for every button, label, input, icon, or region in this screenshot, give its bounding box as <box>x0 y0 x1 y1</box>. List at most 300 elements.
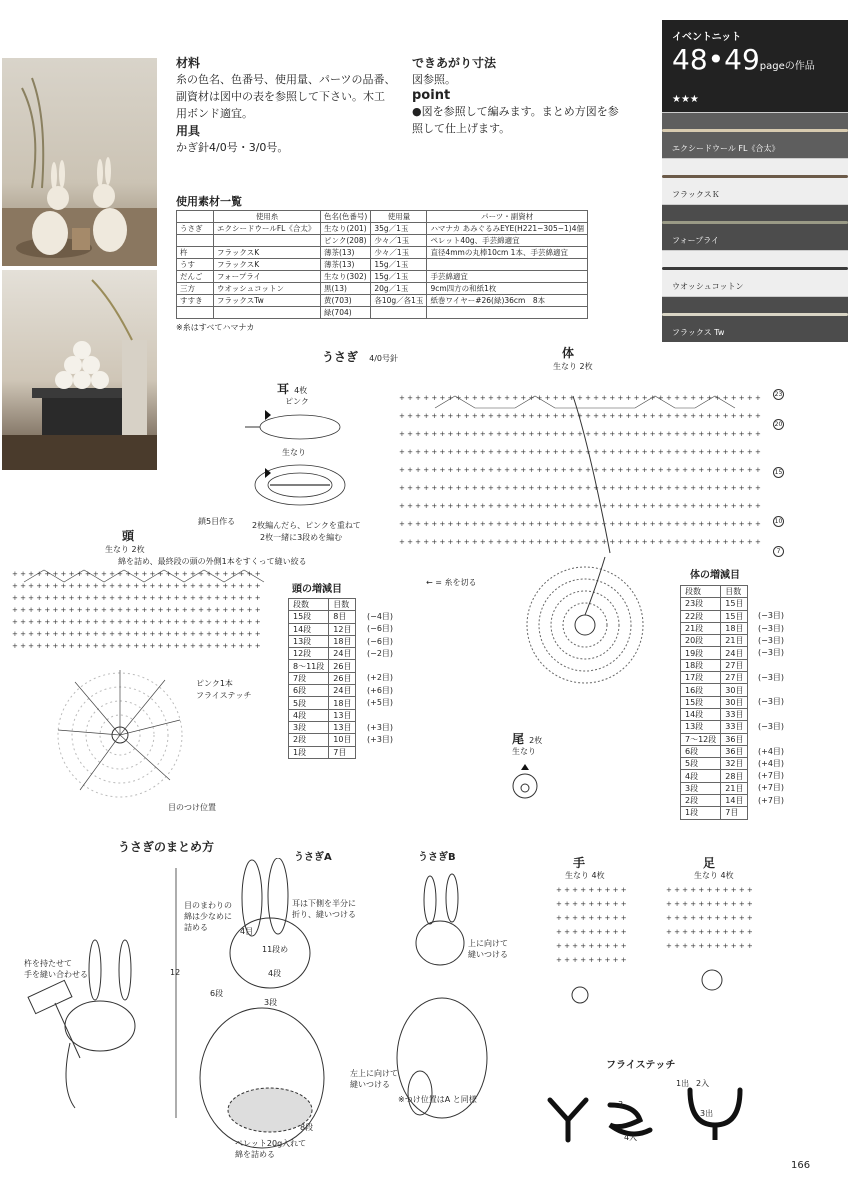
table-row <box>289 623 356 635</box>
tail-chart <box>505 762 545 812</box>
svg-text:+ + + + + + + + + + +: + + + + + + + + + + + <box>666 942 753 950</box>
table-cell: うす <box>177 259 214 271</box>
table-cell: 三方 <box>177 283 214 295</box>
table-cell: フラックスK <box>214 259 321 271</box>
pages-suffix: pageの作品★★★ <box>672 61 815 105</box>
yarn-strand <box>662 267 848 270</box>
table-cell: ピンク(208) <box>321 235 371 247</box>
mark-3dan: 3段 <box>264 998 278 1007</box>
table-row <box>681 598 748 610</box>
up-note-line: 縫いつける <box>468 950 508 959</box>
table-cell: 12目 <box>329 623 356 635</box>
table-cell: 36目 <box>721 745 748 757</box>
table-cell: 14目 <box>721 795 748 807</box>
table-cell: 8〜11段 <box>289 660 329 672</box>
table-cell: 17段 <box>681 672 721 684</box>
yarn-strand <box>662 175 848 178</box>
body-note-cell: (−3目) <box>758 648 785 658</box>
table-row <box>177 283 588 295</box>
table-header-row <box>177 211 588 223</box>
table-cell: エクシードウールFL《合太》 <box>214 223 321 235</box>
body-note-cell <box>758 598 784 610</box>
row-marker-7: 7 <box>773 546 784 557</box>
table-cell: 26目 <box>329 672 356 684</box>
ear-pink-label: ピンク <box>285 397 309 406</box>
head-pink-label: ピンク1本 <box>196 679 233 688</box>
table-cell: 9cm四方の和紙1枚 <box>427 283 588 295</box>
body-title: 体 <box>562 346 575 360</box>
yarn-swatch-4 <box>662 250 848 296</box>
rabbit-heading <box>322 346 398 365</box>
pellet-note-line: ペレット20g入れて <box>235 1139 307 1148</box>
ear-ivory-label: 生なり <box>282 448 306 457</box>
table-header-cell: パーツ・副資材 <box>427 211 588 223</box>
ear-count: 4枚 <box>294 386 308 395</box>
tail-title: 尾 <box>512 732 525 746</box>
table-cell: 13段 <box>681 721 721 733</box>
head-note-cell <box>367 709 393 721</box>
head-note-cell: (+2目) <box>367 673 394 683</box>
table-cell <box>177 307 214 319</box>
table-row <box>681 622 748 634</box>
foot-title: 足 <box>703 856 716 870</box>
photo-dango-stand <box>2 270 157 470</box>
assembly-illustration <box>0 858 530 1178</box>
table-row <box>681 672 748 684</box>
table-cell: 18目 <box>329 635 356 647</box>
table-cell: 6段 <box>681 745 721 757</box>
attach-note: ※つけ位置はA と同様 <box>398 1095 477 1104</box>
table-cell: 22段 <box>681 610 721 622</box>
svg-text:+ + + + + + + + + + +: + + + + + + + + + + + <box>666 928 753 936</box>
fly-stitch-diagram <box>540 1070 780 1150</box>
table-cell: 6段 <box>289 685 329 697</box>
table-cell: 杵 <box>177 247 214 259</box>
size-label: 12 <box>170 968 181 977</box>
row-marker-15: 15 <box>774 469 783 476</box>
head-note-cell: (−6目) <box>367 636 394 646</box>
body-note-cell: (−3目) <box>758 721 785 731</box>
table-row <box>177 307 588 319</box>
head-increase-table <box>288 598 356 759</box>
table-cell: 12段 <box>289 648 329 660</box>
table-cell: 3段 <box>681 782 721 794</box>
page-number: 166 <box>791 1160 811 1171</box>
head-note-cell: (+6目) <box>367 685 394 695</box>
row-marker-23: 23 <box>774 391 783 398</box>
materials-section <box>176 54 396 156</box>
table-row <box>681 782 748 794</box>
svg-text:+ + + + + + + + +: + + + + + + + + + <box>556 886 627 894</box>
table-cell: 19段 <box>681 647 721 659</box>
rabbit-b-label: うさぎB <box>418 852 456 863</box>
table-cell: だんご <box>177 271 214 283</box>
table-cell: 21目 <box>721 635 748 647</box>
head-note: 綿を詰め、最終段の頭の外側1本をすくって縫い絞る <box>118 557 307 566</box>
table-cell: 28目 <box>721 770 748 782</box>
eye-note-line: 綿は少なめに <box>184 912 232 921</box>
head-note-cell: (−2目) <box>367 648 394 658</box>
table-row <box>681 758 748 770</box>
body-count: 生なり 2枚 <box>553 362 593 371</box>
table-header-cell <box>177 211 214 223</box>
svg-text:+ + + + + + + + + + + + + + +: + + + + + + + + + + + + + + + + + + + + + + + + + + + + + + + <box>12 630 261 638</box>
point-line-1: ●図を参照して編みます。まとめ方図を参 <box>412 105 619 118</box>
materials-line-1: 糸の色名、色番号、使用量、パーツの品番、 <box>176 73 396 86</box>
materials-table <box>176 210 588 319</box>
photo-illustration <box>2 58 157 266</box>
ear-attach-line: 折り、縫いつける <box>292 910 356 919</box>
ear-heading <box>277 378 307 397</box>
table-cell <box>214 235 321 247</box>
table-cell: 3段 <box>289 721 329 733</box>
table-cell: 2段 <box>289 734 329 746</box>
table-cell: 20段 <box>681 635 721 647</box>
table-cell: 27目 <box>721 659 748 671</box>
body-round-chart <box>515 555 655 695</box>
head-note-cell: (−6目) <box>367 624 394 634</box>
table-cell: 7段 <box>289 672 329 684</box>
svg-text:+ + + + + + + + + + + + + + +: + + + + + + + + + + + + + + + + + + + + + + + + + + + + + + + + + + + + + + + + + + + + + <box>399 430 761 438</box>
table-row <box>177 235 588 247</box>
table-cell <box>427 259 588 271</box>
fly-stitch-title: フライステッチ <box>606 1060 676 1071</box>
table-cell: 15目 <box>721 598 748 610</box>
photo-rabbits-mochi <box>2 58 157 266</box>
table-cell: 21段 <box>681 622 721 634</box>
table-header-cell: 目数 <box>721 586 748 598</box>
table-row <box>177 247 588 259</box>
materials-note: ※糸はすべてハマナカ <box>176 323 255 332</box>
head-note-cell: (+3目) <box>367 734 394 744</box>
table-row <box>177 223 588 235</box>
table-header-cell: 段数 <box>681 586 721 598</box>
table-cell: 7〜12段 <box>681 733 721 745</box>
table-header-cell: 段数 <box>289 599 329 611</box>
svg-text:+ + + + + + + + +: + + + + + + + + + <box>556 900 627 908</box>
finish-section <box>412 54 652 137</box>
svg-text:+ + + + + + + + + + + + + + +: + + + + + + + + + + + + + + + + + + + + + + + + + + + + + + + <box>12 582 261 590</box>
yarn-strand <box>662 313 848 316</box>
table-cell: フラックスK <box>214 247 321 259</box>
svg-text:+ + + + + + + + + + + + + + +: + + + + + + + + + + + + + + + + + + + + + + + + + + + + + + + + + + + + + + + + + + + + + <box>399 466 761 474</box>
assembly-title: うさぎのまとめ方 <box>118 840 215 854</box>
rabbit-a-label: うさぎA <box>294 852 332 863</box>
table-cell: 4段 <box>681 770 721 782</box>
head-eye-label: 目のつけ位置 <box>168 803 216 812</box>
ear-attach-line: 耳は下側を半分に <box>292 899 356 908</box>
yarn-label: フラックスＫ <box>672 190 720 199</box>
table-cell: 33目 <box>721 708 748 720</box>
table-cell: 黒(13) <box>321 283 371 295</box>
table-row <box>681 807 748 819</box>
tail-count: 2枚 <box>529 736 543 745</box>
head-note-cell: (−4目) <box>367 612 394 621</box>
table-row <box>289 635 356 647</box>
table-cell: 18目 <box>329 697 356 709</box>
table-cell: 18段 <box>681 659 721 671</box>
table-row <box>289 734 356 746</box>
ear-title: 耳 <box>277 382 290 396</box>
table-header-row <box>289 599 356 611</box>
table-cell: 24目 <box>329 648 356 660</box>
yarn-strand <box>662 129 848 132</box>
table-row <box>681 647 748 659</box>
svg-text:+ + + + + + + + +: + + + + + + + + + <box>556 914 627 922</box>
table-cell: 24目 <box>721 647 748 659</box>
head-table-wrap <box>288 598 356 759</box>
table-row <box>289 746 356 758</box>
head-fly-label: フライステッチ <box>196 691 252 700</box>
table-cell: 少々／1玉 <box>371 247 427 259</box>
table-header-cell: 使用量 <box>371 211 427 223</box>
table-header-cell: 目数 <box>329 599 356 611</box>
body-note-cell: (−3目) <box>758 623 785 633</box>
finish-heading: できあがり寸法 <box>412 56 497 70</box>
table-cell: 5段 <box>289 697 329 709</box>
tools-heading: 用具 <box>176 124 201 138</box>
table-cell <box>371 307 427 319</box>
mark-8dan: 8段 <box>300 1123 314 1132</box>
body-note-cell: (−3目) <box>758 697 785 707</box>
table-cell: うさぎ <box>177 223 214 235</box>
mallet-note-line: 手を縫い合わせる <box>24 970 88 979</box>
yarn-label: ウオッシュコットン <box>672 282 744 291</box>
table-cell: 2段 <box>681 795 721 807</box>
up-note-line: 上に向けて <box>468 939 508 948</box>
table-cell: 13段 <box>289 635 329 647</box>
table-cell: 30目 <box>721 684 748 696</box>
mark-6dan: 6段 <box>210 989 224 998</box>
svg-text:+ + + + + + + + + + + + + + +: + + + + + + + + + + + + + + + + + + + + + + + + + + + + + + + + + + + + + + + + + + + + + <box>399 448 761 456</box>
svg-text:+ + + + + + + + + + + + + + +: + + + + + + + + + + + + + + + + + + + + + + + + + + + + + + + <box>12 606 261 614</box>
table-row <box>289 697 356 709</box>
table-cell: 13目 <box>329 721 356 733</box>
table-row <box>289 648 356 660</box>
table-cell: 直径4mmの丸棒10cm 1本、手芸綿適宜 <box>427 247 588 259</box>
table-cell: 7目 <box>329 746 356 758</box>
photo-illustration <box>2 270 157 470</box>
point-heading: point <box>412 88 451 103</box>
pages-number: 48•49 <box>672 43 760 76</box>
ear-note-1: 2枚編んだら、ピンクを重ねて <box>252 521 361 530</box>
table-row <box>177 295 588 307</box>
page-range <box>672 43 838 109</box>
head-note-cell: (+3目) <box>367 722 394 732</box>
svg-text:+ + + + + + + + + + +: + + + + + + + + + + + <box>666 886 753 894</box>
table-cell: 4段 <box>289 709 329 721</box>
body-table-title: 体の増減目 <box>690 570 740 581</box>
svg-text:+ + + + + + + + +: + + + + + + + + + <box>556 942 627 950</box>
table-cell <box>427 307 588 319</box>
materials-heading: 材料 <box>176 56 201 70</box>
table-cell: 5段 <box>681 758 721 770</box>
body-note-cell: (−3目) <box>758 672 785 682</box>
body-note-cell: (+7目) <box>758 795 785 805</box>
table-row <box>681 610 748 622</box>
table-cell: ハマナカ あみぐるみEYE(H221−305−1)4個 <box>427 223 588 235</box>
table-cell: 各10g／各1玉 <box>371 295 427 307</box>
table-cell: 14段 <box>289 623 329 635</box>
sidebar-header <box>662 20 848 112</box>
yarn-swatch-5 <box>662 296 848 342</box>
table-cell: 32目 <box>721 758 748 770</box>
table-cell: 少々／1玉 <box>371 235 427 247</box>
table-cell: 8目 <box>329 611 356 623</box>
tail-color: 生なり <box>512 747 536 756</box>
table-cell: 30目 <box>721 696 748 708</box>
table-row <box>681 659 748 671</box>
foot-count: 生なり 4枚 <box>694 871 734 880</box>
body-cut-note: ← = 糸を切る <box>426 578 477 587</box>
yarn-swatch-1 <box>662 112 848 158</box>
table-cell: 薄茶(13) <box>321 259 371 271</box>
table-row <box>289 721 356 733</box>
event-label: イベントニット <box>672 32 742 43</box>
body-note-cell: (−3目) <box>758 611 785 621</box>
head-note-cell <box>367 660 393 672</box>
body-chart <box>395 388 795 558</box>
materials-line-3: 用ボンド適宜。 <box>176 107 253 120</box>
fly-label-4: 4入 <box>624 1133 638 1142</box>
svg-text:+ + + + + + + + + + + + + + +: + + + + + + + + + + + + + + + + + + + + + + + + + + + + + + + <box>12 642 261 650</box>
table-cell: 15段 <box>289 611 329 623</box>
body-note-cell: (+7目) <box>758 783 785 793</box>
ear-note-2: 2枚一緒に3段めを編む <box>260 533 343 542</box>
table-row <box>289 611 356 623</box>
fly-label-2: 2入 <box>696 1079 710 1088</box>
table-cell: 生なり(302) <box>321 271 371 283</box>
table-cell: 15段 <box>681 696 721 708</box>
table-header-row <box>681 586 748 598</box>
table-cell: すすき <box>177 295 214 307</box>
materials-line-2: 副資材は図中の表を参照して下さい。木工 <box>176 90 385 103</box>
head-table-title: 頭の増減目 <box>292 584 342 595</box>
table-cell: フラックスTw <box>214 295 321 307</box>
table-cell: 生なり(201) <box>321 223 371 235</box>
table-cell: 36目 <box>721 733 748 745</box>
body-table-notes <box>758 598 784 807</box>
body-increase-table <box>680 585 748 820</box>
yarn-label: フラックス Tw <box>672 328 725 337</box>
body-note-cell: (+7目) <box>758 771 785 781</box>
svg-text:+ + + + + + + + + + + + + + +: + + + + + + + + + + + + + + + + + + + + + + + + + + + + + + + + + + + + + + + + + + + + + <box>399 484 761 492</box>
body-note-cell <box>758 684 784 696</box>
table-row <box>681 721 748 733</box>
svg-text:+ + + + + + + + +: + + + + + + + + + <box>556 928 627 936</box>
svg-text:+ + + + + + + + + + +: + + + + + + + + + + + <box>666 914 753 922</box>
table-row <box>681 770 748 782</box>
table-cell: 15目 <box>721 610 748 622</box>
table-cell: 15g／1玉 <box>371 259 427 271</box>
table-cell: 紙巻ワイヤー#26(緑)36cm 8本 <box>427 295 588 307</box>
head-count: 生なり 2枚 <box>105 545 145 554</box>
row-marker-10: 10 <box>774 518 783 525</box>
table-cell: フォープライ <box>214 271 321 283</box>
head-table-notes <box>367 611 393 746</box>
ear-chart <box>225 405 360 510</box>
fly-label-3: 3 <box>618 1100 624 1109</box>
hand-title: 手 <box>573 856 586 870</box>
table-row <box>681 795 748 807</box>
finish-text: 図参照。 <box>412 73 456 86</box>
left-note-line: 左上に向けて <box>350 1069 398 1078</box>
body-note-cell: (+4目) <box>758 746 785 756</box>
table-cell: ウオッシュコットン <box>214 283 321 295</box>
svg-text:+ + + + + + + + +: + + + + + + + + + <box>556 956 627 964</box>
table-cell <box>214 307 321 319</box>
yarn-swatch-2 <box>662 158 848 204</box>
mark-11dan: 11段め <box>262 945 289 954</box>
table-cell: 黄(703) <box>321 295 371 307</box>
table-cell: 16段 <box>681 684 721 696</box>
svg-text:+ + + + + + + + + + + + + + +: + + + + + + + + + + + + + + + + + + + + + + + + + + + + + + + + + + + + + + + + + + + + + <box>399 394 761 402</box>
svg-text:+ + + + + + + + + + + + + + +: + + + + + + + + + + + + + + + + + + + + + + + + + + + + + + + <box>12 618 261 626</box>
table-row <box>681 733 748 745</box>
body-note-cell: (+4目) <box>758 758 785 768</box>
body-note-cell <box>758 733 784 745</box>
tools-text: かぎ針4/0号・3/0号。 <box>176 141 289 154</box>
pellet-note-line: 綿を詰める <box>235 1150 275 1159</box>
left-note-line: 縫いつける <box>350 1080 390 1089</box>
body-note-cell <box>758 659 784 671</box>
table-cell: 33目 <box>721 721 748 733</box>
table-row <box>681 708 748 720</box>
yarn-label: フォープライ <box>672 236 719 245</box>
rabbit-title: うさぎ <box>322 350 359 364</box>
table-cell: 14段 <box>681 708 721 720</box>
body-note-cell <box>758 709 784 721</box>
table-cell: 35g／1玉 <box>371 223 427 235</box>
table-row <box>681 745 748 757</box>
svg-text:+ + + + + + + + + + + + + + +: + + + + + + + + + + + + + + + + + + + + + + + + + + + + + + + + + + + + + + + + + + + + + <box>399 520 761 528</box>
mark-4me: 4目 <box>240 927 254 936</box>
table-cell: 21目 <box>721 782 748 794</box>
table-cell: 薄茶(13) <box>321 247 371 259</box>
hand-heading <box>573 852 585 871</box>
table-row <box>289 660 356 672</box>
yarn-label: エクシードウール FL《合太》 <box>672 144 780 153</box>
hand-count: 生なり 4枚 <box>565 871 605 880</box>
table-row <box>289 672 356 684</box>
head-note-cell: (+5目) <box>367 698 394 708</box>
svg-text:+ + + + + + + + + + + + + + +: + + + + + + + + + + + + + + + + + + + + + + + + + + + + + + + + + + + + + + + + + + + + + <box>399 502 761 510</box>
table-cell: ペレット40g、手芸綿適宜 <box>427 235 588 247</box>
table-cell: 23段 <box>681 598 721 610</box>
yarn-swatch-3 <box>662 204 848 250</box>
table-cell: 10目 <box>329 734 356 746</box>
fly-label-5: 3出 <box>700 1109 714 1118</box>
table-cell: 7目 <box>721 807 748 819</box>
hand-foot-charts <box>550 880 820 1020</box>
ear-chain-note: 鎖5目作る <box>198 517 236 526</box>
table-header-cell: 色名(色番号) <box>321 211 371 223</box>
head-chart <box>4 566 274 656</box>
rabbit-hook: 4/0号針 <box>369 354 398 363</box>
svg-text:+ + + + + + + + + + + + + + +: + + + + + + + + + + + + + + + + + + + + + + + + + + + + + + + <box>12 594 261 602</box>
body-table-wrap <box>680 585 748 820</box>
table-cell: 18目 <box>721 622 748 634</box>
table-cell: 26目 <box>329 660 356 672</box>
head-title: 頭 <box>122 529 135 543</box>
body-note-cell: (−3目) <box>758 635 785 645</box>
point-line-2: 照して仕上げます。 <box>412 122 511 135</box>
table-cell: 27目 <box>721 672 748 684</box>
table-row <box>289 709 356 721</box>
tail-heading <box>512 728 542 747</box>
eye-note-line: 詰める <box>184 923 208 932</box>
eye-note-line: 目のまわりの <box>184 901 232 910</box>
